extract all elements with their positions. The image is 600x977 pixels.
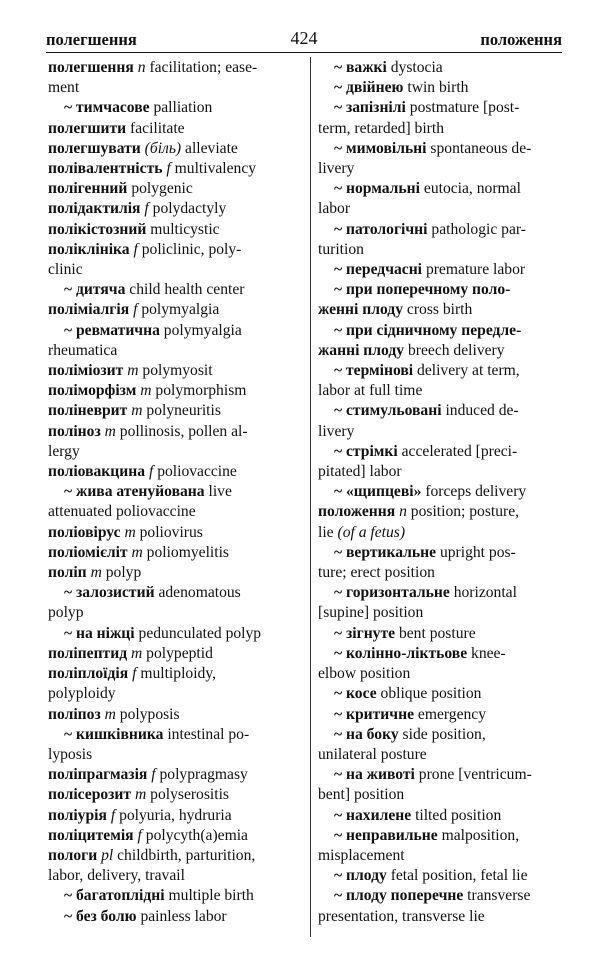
grammar-label: m bbox=[90, 564, 102, 582]
headword: поліовакцина bbox=[48, 463, 146, 481]
subentry: ~ ревматична bbox=[64, 321, 160, 339]
dictionary-line bbox=[318, 725, 564, 745]
dictionary-line bbox=[48, 886, 296, 906]
headword: полікістозний bbox=[48, 220, 147, 238]
subentry: ~ при поперечному поло- bbox=[334, 281, 511, 299]
grammar-label: m bbox=[124, 523, 136, 541]
continuation: misplacement bbox=[318, 846, 405, 864]
translation: forceps delivery bbox=[425, 483, 527, 501]
subentry: ~ стрімкі bbox=[334, 442, 398, 460]
subentry: ~ на боку bbox=[334, 725, 399, 743]
dictionary-line bbox=[318, 401, 564, 421]
headword: полівалентність bbox=[48, 160, 163, 178]
continuation: labor, delivery, travail bbox=[48, 867, 185, 885]
dictionary-line bbox=[48, 765, 296, 785]
subentry: ~ на ніжці bbox=[64, 624, 135, 642]
headword: поліморфізм bbox=[48, 382, 137, 400]
translation: polydactyly bbox=[152, 200, 227, 218]
dictionary-line bbox=[318, 381, 564, 401]
subentry: ~ залозистий bbox=[64, 584, 155, 602]
continuation: lyposis bbox=[48, 745, 93, 763]
translation: prone [ventricum- bbox=[418, 766, 532, 784]
dictionary-line bbox=[48, 502, 296, 522]
translation: induced de- bbox=[445, 402, 519, 420]
headword: поліклініка bbox=[48, 240, 130, 258]
page-number: 424 bbox=[290, 28, 318, 48]
subentry: ~ плоду поперечне bbox=[334, 887, 464, 905]
headword: поліцитемія bbox=[48, 826, 134, 844]
dictionary-line bbox=[318, 341, 564, 361]
translation: child health center bbox=[129, 281, 245, 299]
headword: поліпептид bbox=[48, 644, 128, 662]
continuation: labor bbox=[318, 200, 351, 218]
subentry: ~ жива атенуйована bbox=[64, 483, 205, 501]
dictionary-line bbox=[318, 846, 564, 866]
translation: upright pos- bbox=[439, 543, 516, 561]
headword: полегшення bbox=[48, 59, 134, 76]
translation: palliation bbox=[153, 99, 213, 117]
translation: polyneuritis bbox=[146, 402, 221, 420]
grammar-label: m bbox=[131, 543, 143, 561]
headword: поліплоїдія bbox=[48, 665, 129, 683]
subentry: ~ передчасні bbox=[334, 261, 423, 279]
headword: поліноз bbox=[48, 422, 101, 440]
dictionary-line bbox=[48, 603, 296, 623]
dictionary-line bbox=[318, 361, 564, 381]
dictionary-line bbox=[318, 462, 564, 482]
dictionary-line bbox=[318, 139, 564, 159]
translation: poliomyelitis bbox=[146, 543, 229, 561]
grammar-label: (біль) bbox=[144, 139, 182, 157]
subentry: ~ багатоплідні bbox=[64, 887, 165, 905]
translation: multicystic bbox=[150, 220, 220, 238]
subentry: ~ стимульовані bbox=[334, 402, 442, 420]
grammar-label: m bbox=[127, 362, 139, 380]
continuation: livery bbox=[318, 160, 355, 178]
grammar-label: f bbox=[166, 160, 171, 178]
translation: polygenic bbox=[131, 180, 193, 198]
subentry: ~ двійнею bbox=[334, 79, 404, 97]
translation: polyposis bbox=[119, 705, 180, 723]
dictionary-line bbox=[318, 98, 564, 118]
dictionary-line bbox=[318, 220, 564, 240]
dictionary-line bbox=[48, 139, 296, 159]
subentry: ~ вертикальне bbox=[334, 543, 437, 561]
headword: пологи bbox=[48, 846, 98, 864]
headword: поліовірус bbox=[48, 523, 121, 541]
translation: cross birth bbox=[406, 301, 473, 319]
dictionary-line bbox=[318, 826, 564, 846]
subentry: ~ нахилене bbox=[334, 806, 412, 824]
dictionary-line bbox=[48, 179, 296, 199]
right-column bbox=[318, 58, 564, 927]
grammar-label: f bbox=[133, 301, 138, 319]
subentry: ~ колінно-ліктьове bbox=[334, 644, 468, 662]
translation: polymorphism bbox=[155, 382, 247, 400]
grammar-label: n bbox=[137, 59, 146, 76]
page-header bbox=[46, 24, 562, 54]
continuation: pitated] labor bbox=[318, 463, 402, 481]
translation: pedunculated polyp bbox=[138, 624, 262, 642]
translation: polymyalgia bbox=[141, 301, 220, 319]
headword: полегшити bbox=[48, 119, 127, 137]
subentry: ~ горизонтальне bbox=[334, 584, 450, 602]
grammar-label: m bbox=[104, 705, 116, 723]
dictionary-line bbox=[318, 624, 564, 644]
dictionary-line bbox=[48, 846, 296, 866]
headword: поліурія bbox=[48, 806, 107, 824]
dictionary-line bbox=[48, 664, 296, 684]
continuation: ture; erect position bbox=[318, 564, 435, 582]
dictionary-line bbox=[318, 159, 564, 179]
grammar-label: m bbox=[140, 382, 152, 400]
translation: malposition, bbox=[441, 826, 520, 844]
dictionary-line bbox=[48, 725, 296, 745]
dictionary-line bbox=[48, 78, 296, 98]
dictionary-line bbox=[318, 260, 564, 280]
headword: поліневрит bbox=[48, 402, 128, 420]
continuation: elbow position bbox=[318, 665, 411, 683]
dictionary-line bbox=[318, 603, 564, 623]
grammar-label: f bbox=[132, 665, 137, 683]
subentry-continuation: женні плоду bbox=[318, 301, 403, 319]
dictionary-line bbox=[318, 644, 564, 664]
right-guide-word: положення bbox=[480, 30, 562, 49]
dictionary-line bbox=[48, 442, 296, 462]
translation: polymyosit bbox=[142, 362, 213, 380]
dictionary-line bbox=[48, 866, 296, 886]
translation: painless labor bbox=[140, 907, 227, 925]
grammar-label: m bbox=[104, 422, 116, 440]
translation: facilitate bbox=[130, 119, 185, 137]
subentry: ~ «щипцеві» bbox=[334, 483, 422, 501]
translation: fetal position, fetal lie bbox=[390, 867, 528, 885]
dictionary-line bbox=[48, 583, 296, 603]
dictionary-line bbox=[48, 563, 296, 583]
dictionary-line bbox=[318, 321, 564, 341]
grammar-label: n bbox=[399, 503, 407, 521]
dictionary-line bbox=[318, 442, 564, 462]
dictionary-line bbox=[48, 482, 296, 502]
dictionary-line bbox=[318, 240, 564, 260]
grammar-label: m bbox=[131, 644, 143, 662]
subentry: ~ термінові bbox=[334, 362, 414, 380]
dictionary-line bbox=[318, 563, 564, 583]
translation: polycyth(a)emia bbox=[145, 826, 248, 844]
translation: breech delivery bbox=[407, 341, 505, 359]
dictionary-line bbox=[48, 684, 296, 704]
translation: transverse bbox=[467, 887, 531, 905]
grammar-label: f bbox=[133, 240, 138, 258]
headword: полісерозит bbox=[48, 786, 132, 804]
dictionary-line bbox=[318, 179, 564, 199]
subentry: ~ критичне bbox=[334, 705, 414, 723]
dictionary-line bbox=[48, 260, 296, 280]
subentry: ~ неправильне bbox=[334, 826, 438, 844]
translation: horizontal bbox=[453, 584, 517, 602]
headword: полігенний bbox=[48, 180, 128, 198]
dictionary-line bbox=[318, 765, 564, 785]
subentry: ~ важкі bbox=[334, 59, 387, 76]
translation: alleviate bbox=[185, 139, 238, 157]
translation: spontaneous de- bbox=[430, 139, 532, 157]
dictionary-line bbox=[48, 624, 296, 644]
dictionary-line bbox=[48, 705, 296, 725]
translation: knee- bbox=[471, 644, 506, 662]
continuation: term, retarded] birth bbox=[318, 119, 444, 137]
dictionary-line bbox=[318, 866, 564, 886]
dictionary-line bbox=[48, 321, 296, 341]
dictionary-line bbox=[318, 482, 564, 502]
translation: oblique position bbox=[380, 685, 482, 703]
grammar-label: m bbox=[134, 786, 147, 804]
headword: поліомієліт bbox=[48, 543, 128, 561]
continuation: livery bbox=[318, 422, 355, 440]
translation: tilted position bbox=[415, 806, 502, 824]
continuation: rheumatica bbox=[48, 341, 118, 359]
subentry-continuation: жанні плоду bbox=[318, 341, 405, 359]
grammar-label: f bbox=[137, 826, 142, 844]
subentry: ~ косе bbox=[334, 685, 377, 703]
headword: полідактилія bbox=[48, 200, 141, 218]
dictionary-line bbox=[318, 907, 564, 927]
column-divider bbox=[310, 57, 311, 937]
translation: pollinosis, pollen al- bbox=[119, 422, 248, 440]
headword: поліміозит bbox=[48, 362, 124, 380]
translation: polymyalgia bbox=[163, 321, 242, 339]
continuation: bent] position bbox=[318, 786, 405, 804]
dictionary-line bbox=[48, 361, 296, 381]
dictionary-line bbox=[318, 300, 564, 320]
dictionary-line bbox=[48, 58, 296, 78]
dictionary-line bbox=[48, 907, 296, 927]
continuation: ment bbox=[48, 79, 80, 97]
translation: side position, bbox=[402, 725, 486, 743]
translation: premature labor bbox=[425, 261, 526, 279]
continuation: turition bbox=[318, 240, 364, 258]
dictionary-line bbox=[318, 58, 564, 78]
headword: полегшувати bbox=[48, 139, 141, 157]
dictionary-line bbox=[318, 199, 564, 219]
dictionary-line bbox=[318, 502, 564, 522]
translation: delivery at term, bbox=[417, 362, 520, 380]
translation: polypragmasy bbox=[159, 766, 248, 784]
headword: поліміалгія bbox=[48, 301, 130, 319]
grammar-label: f bbox=[110, 806, 116, 824]
translation: adenomatous bbox=[158, 584, 241, 602]
translation: polyserositis bbox=[150, 786, 229, 804]
dictionary-line bbox=[318, 705, 564, 725]
translation: multivalency bbox=[174, 160, 257, 178]
dictionary-line bbox=[318, 422, 564, 442]
headword: поліпрагмазія bbox=[48, 766, 148, 784]
continuation: attenuated poliovaccine bbox=[48, 503, 196, 521]
dictionary-line bbox=[48, 98, 296, 118]
grammar-label: pl bbox=[101, 846, 114, 864]
translation: pathologic par- bbox=[431, 220, 526, 238]
left-guide-word: полегшення bbox=[46, 30, 137, 49]
continuation: labor at full time bbox=[318, 382, 423, 400]
translation: multiple birth bbox=[168, 887, 254, 905]
translation: polypeptid bbox=[146, 644, 213, 662]
dictionary-line bbox=[48, 826, 296, 846]
dictionary-line bbox=[48, 341, 296, 361]
subentry: ~ тимчасове bbox=[64, 99, 150, 117]
translation: poliovaccine bbox=[157, 463, 237, 481]
translation: dystocia bbox=[390, 59, 443, 76]
translation: bent posture bbox=[398, 624, 476, 642]
continuation: [supine] position bbox=[318, 604, 424, 622]
grammar-label: m bbox=[131, 402, 143, 420]
translation: multiploidy, bbox=[140, 665, 217, 683]
dictionary-line bbox=[48, 462, 296, 482]
subentry: ~ нормальні bbox=[334, 180, 420, 198]
dictionary-line bbox=[318, 119, 564, 139]
translation: twin birth bbox=[407, 79, 469, 97]
dictionary-line bbox=[318, 583, 564, 603]
dictionary-line bbox=[318, 78, 564, 98]
translation: facilitation; ease- bbox=[149, 59, 258, 76]
continuation: presentation, transverse lie bbox=[318, 907, 485, 925]
dictionary-line bbox=[48, 119, 296, 139]
dictionary-line bbox=[318, 684, 564, 704]
translation: policlinic, poly- bbox=[141, 240, 242, 258]
grammar-label: f bbox=[144, 200, 149, 218]
dictionary-line bbox=[48, 543, 296, 563]
continuation: unilateral posture bbox=[318, 745, 427, 763]
translation: polyp bbox=[105, 564, 142, 582]
dictionary-line bbox=[318, 806, 564, 826]
subentry: ~ на животі bbox=[334, 766, 415, 784]
headword: положення bbox=[318, 503, 396, 521]
dictionary-line bbox=[48, 745, 296, 765]
dictionary-line bbox=[318, 543, 564, 563]
dictionary-line bbox=[48, 806, 296, 826]
translation: poliovirus bbox=[139, 523, 203, 541]
dictionary-line bbox=[48, 220, 296, 240]
dictionary-line bbox=[48, 422, 296, 442]
dictionary-line bbox=[48, 523, 296, 543]
subentry: ~ плоду bbox=[334, 867, 387, 885]
translation: postmature [post- bbox=[409, 99, 520, 117]
dictionary-line bbox=[48, 401, 296, 421]
subentry: ~ при сідничному передле- bbox=[334, 321, 522, 339]
header-rule bbox=[46, 52, 562, 53]
left-column bbox=[48, 58, 296, 927]
translation: intestinal po- bbox=[167, 725, 250, 743]
translation: accelerated [preci- bbox=[401, 442, 518, 460]
subentry: ~ запізнілі bbox=[334, 99, 406, 117]
dictionary-line bbox=[318, 280, 564, 300]
subentry: ~ дитяча bbox=[64, 281, 126, 299]
grammar-label: f bbox=[148, 463, 154, 481]
dictionary-line bbox=[48, 240, 296, 260]
headword: поліпоз bbox=[48, 705, 101, 723]
translation: live bbox=[208, 483, 232, 501]
continuation: polyp bbox=[48, 604, 84, 622]
subentry: ~ патологічні bbox=[334, 220, 428, 238]
headword: поліп bbox=[48, 564, 87, 582]
dictionary-line bbox=[48, 381, 296, 401]
dictionary-line bbox=[48, 199, 296, 219]
translation: polyuria, hydruria bbox=[119, 806, 232, 824]
dictionary-line bbox=[318, 886, 564, 906]
dictionary-line bbox=[318, 664, 564, 684]
usage-note: (of a fetus) bbox=[337, 523, 406, 541]
continuation: polyploidy bbox=[48, 685, 116, 703]
subentry: ~ без болю bbox=[64, 907, 137, 925]
subentry: ~ мимовільні bbox=[334, 139, 427, 157]
dictionary-line bbox=[318, 785, 564, 805]
dictionary-line bbox=[48, 785, 296, 805]
dictionary-line bbox=[48, 644, 296, 664]
dictionary-line bbox=[48, 159, 296, 179]
continuation: clinic bbox=[48, 261, 83, 279]
translation: eutocia, normal bbox=[423, 180, 521, 198]
translation: childbirth, parturition, bbox=[117, 846, 256, 864]
grammar-label: f bbox=[151, 766, 156, 784]
dictionary-line bbox=[48, 300, 296, 320]
subentry: ~ зігнуте bbox=[334, 624, 396, 642]
subentry: ~ кишківника bbox=[64, 725, 164, 743]
dictionary-line bbox=[318, 523, 564, 543]
translation: position; posture, bbox=[410, 503, 520, 521]
dictionary-line bbox=[48, 280, 296, 300]
dictionary-line bbox=[318, 745, 564, 765]
continuation: lergy bbox=[48, 442, 80, 460]
continuation: lie bbox=[318, 523, 334, 541]
translation: emergency bbox=[417, 705, 487, 723]
